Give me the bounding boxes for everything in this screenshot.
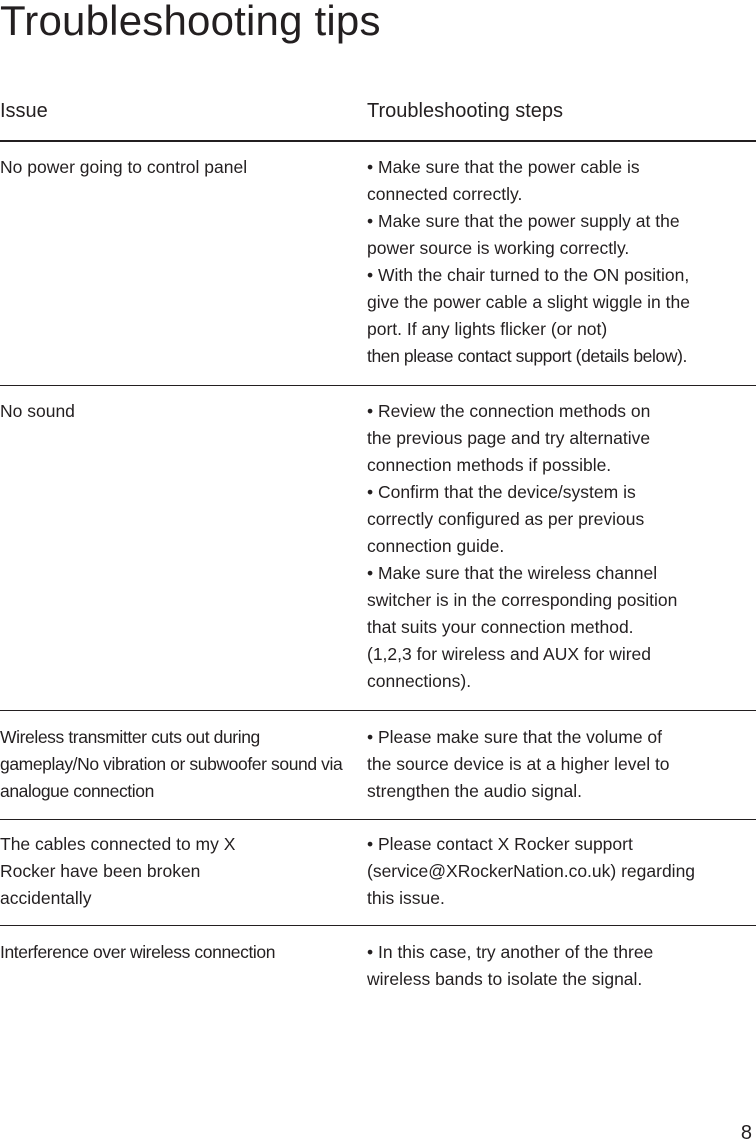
page-title: Troubleshooting tips — [0, 0, 381, 44]
step-line: connection methods if possible. — [367, 455, 612, 475]
step-line: wireless bands to isolate the signal. — [367, 969, 643, 989]
issue-wireless-cuts-out: Wireless transmitter cuts out during gameplay/No vibration or subwoofer sound via analogue connection — [0, 727, 343, 801]
row-divider — [0, 925, 756, 926]
issue-no-power: No power going to control panel — [0, 157, 248, 177]
step-line: switcher is in the corresponding position — [367, 590, 678, 610]
step-line: • Make sure that the power cable is — [367, 157, 640, 177]
step-line: connection guide. — [367, 536, 505, 556]
issue-broken-cables: The cables connected to my X Rocker have been broken accidentally — [0, 834, 236, 908]
step-line: this issue. — [367, 888, 445, 908]
step-line: • Please make sure that the volume of — [367, 727, 663, 747]
row-divider — [0, 710, 756, 711]
steps-broken-cables — [367, 831, 756, 912]
steps-no-power — [367, 154, 756, 370]
step-line: • In this case, try another of the three — [367, 942, 654, 962]
step-line: correctly configured as per previous — [367, 509, 645, 529]
steps-no-sound — [367, 398, 756, 695]
steps-interference — [367, 939, 756, 993]
issue-column-header: Issue — [0, 100, 48, 122]
row-divider — [0, 819, 756, 820]
step-line: then please contact support (details below). — [367, 346, 687, 366]
header-divider — [0, 140, 756, 142]
step-line: (1,2,3 for wireless and AUX for wired — [367, 644, 652, 664]
step-line: • Please contact X Rocker support — [367, 834, 633, 854]
step-line: power source is working correctly. — [367, 238, 630, 258]
step-line: that suits your connection method. — [367, 617, 634, 637]
issue-no-sound: No sound — [0, 401, 75, 421]
step-line: give the power cable a slight wiggle in the — [367, 292, 690, 312]
page-number: 8 — [740, 1122, 752, 1144]
step-line: strengthen the audio signal. — [367, 781, 583, 801]
step-line: • Make sure that the power supply at the — [367, 211, 680, 231]
step-line: port. If any lights flicker (or not) — [367, 319, 608, 339]
step-line: connected correctly. — [367, 184, 523, 204]
step-line: • With the chair turned to the ON position, — [367, 265, 690, 285]
steps-wireless-cuts-out — [367, 724, 756, 805]
step-line: • Confirm that the device/system is — [367, 482, 636, 502]
step-line: (service@XRockerNation.co.uk) regarding — [367, 861, 696, 881]
step-line: • Make sure that the wireless channel — [367, 563, 658, 583]
step-line: connections). — [367, 671, 472, 691]
step-line: the source device is at a higher level to — [367, 754, 670, 774]
row-divider — [0, 385, 756, 386]
issue-interference: Interference over wireless connection — [0, 942, 276, 962]
steps-column-header: Troubleshooting steps — [367, 100, 564, 122]
step-line: the previous page and try alternative — [367, 428, 651, 448]
step-line: • Review the connection methods on — [367, 401, 651, 421]
